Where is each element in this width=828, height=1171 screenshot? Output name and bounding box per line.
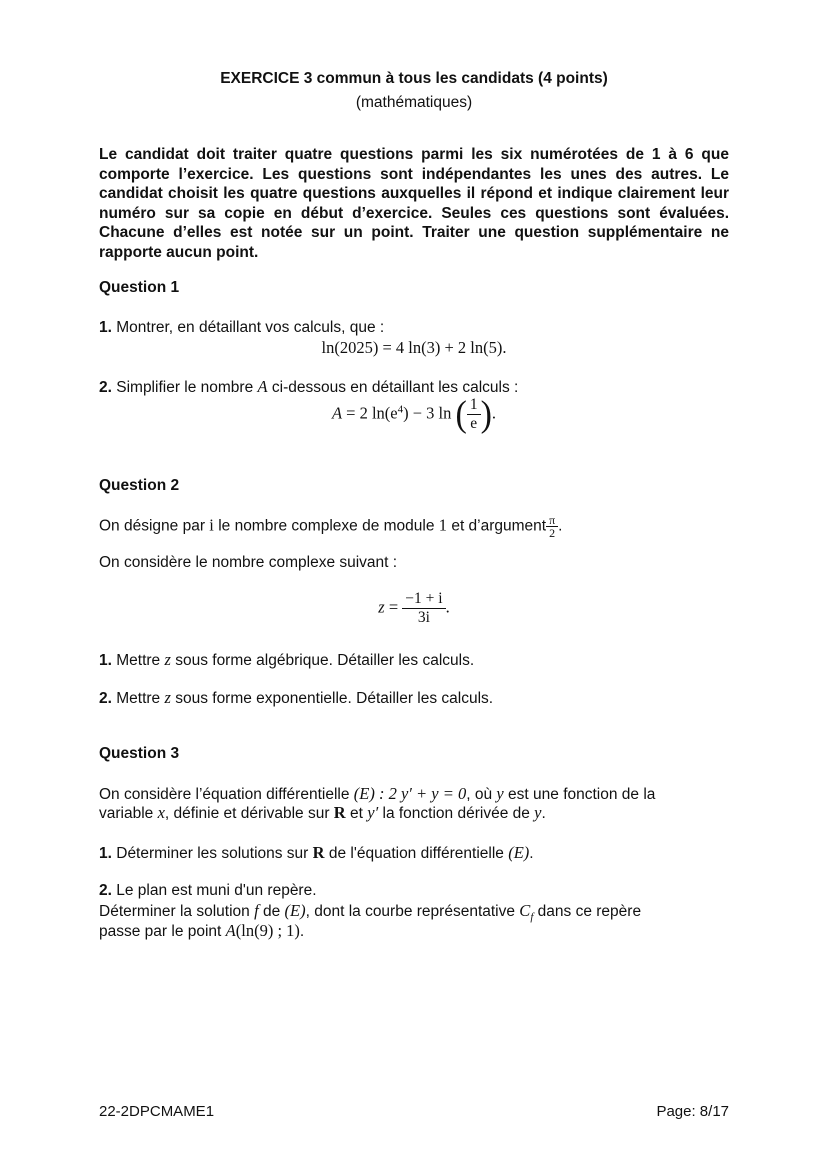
q3-l2-mid: , définie et dérivable sur bbox=[164, 805, 334, 822]
q3-p1-E: (E) bbox=[508, 843, 530, 862]
q2-p1-pre: Mettre bbox=[111, 652, 165, 669]
fraction-z bbox=[402, 590, 445, 627]
q3-line-1 bbox=[99, 784, 729, 805]
q2-l1-i: i bbox=[209, 515, 214, 535]
q2-part-2-number: 2. bbox=[99, 690, 112, 707]
question-2-heading: Question 2 bbox=[99, 477, 180, 494]
q3-p2-Csub: f bbox=[530, 911, 534, 924]
q3-equation: (E) : 2 y′ + y = 0 bbox=[353, 784, 467, 803]
q1-f2-exp: 4 bbox=[397, 403, 404, 416]
q2-line-1 bbox=[99, 514, 729, 552]
q3-part-2-number: 2. bbox=[99, 882, 112, 899]
q2-l1-pre: On désigne par bbox=[99, 517, 210, 535]
document-page bbox=[99, 0, 729, 1171]
q3-p1-pre: Déterminer les solutions sur bbox=[111, 845, 313, 862]
z-num: −1 + i bbox=[402, 590, 445, 609]
instructions-paragraph: Le candidat doit traiter quatre questions parmi les six numérotées de 1 à 6 que comporte l’exercice. Les questions sont indépendantes les unes des autres. Le candidat choisit les quatre questions auxquelles il répond et indique clairement leur numéro sur sa copie en début d’exercice. Seules ces questions sont évaluées. Chacune d’elles est notée sur un point. Traiter une question supplémentaire ne rapporte aucun point. bbox=[99, 146, 729, 261]
q2-p2-pre: Mettre bbox=[111, 690, 165, 707]
z-lhs: z bbox=[378, 597, 385, 617]
exercise-subtitle: (mathématiques) bbox=[355, 94, 473, 111]
frac-den: e bbox=[470, 415, 478, 432]
q3-p2-Acoord: (ln(9) ; 1) bbox=[235, 921, 300, 940]
q3-l2-pre: variable bbox=[99, 805, 158, 822]
z-end: . bbox=[445, 597, 450, 617]
q1-part-2-var: A bbox=[257, 377, 268, 396]
q3-l1-mid: , où bbox=[466, 786, 497, 803]
z-eq: = bbox=[384, 597, 403, 617]
q2-part-2 bbox=[99, 688, 729, 709]
q3-p1-end: . bbox=[529, 845, 534, 862]
q3-p2-E: (E) bbox=[284, 901, 306, 920]
q3-l2-end: . bbox=[541, 805, 546, 822]
q1-f2-lhs: A bbox=[331, 403, 343, 423]
q1-part-2-pre: Simplifier le nombre bbox=[111, 379, 258, 396]
q2-line-2: On considère le nombre complexe suivant : bbox=[99, 554, 398, 571]
q2-z-formula bbox=[99, 590, 729, 634]
pi-num: π bbox=[546, 514, 558, 527]
q1-f2-mid: = 2 ln(e bbox=[342, 403, 398, 423]
q1-part-1 bbox=[99, 318, 729, 338]
q3-p2-l2-mid2: , dont la courbe représentative bbox=[305, 903, 520, 920]
question-1-heading: Question 1 bbox=[99, 279, 180, 296]
q1-part-1-number: 1. bbox=[99, 319, 112, 336]
q2-p2-var: z bbox=[164, 688, 171, 707]
q1-part-2 bbox=[99, 377, 729, 398]
q3-l1-pre: On considère l’équation différentielle bbox=[99, 786, 354, 803]
q3-p2-l2-mid: de bbox=[258, 903, 285, 920]
q2-l1-end: . bbox=[558, 517, 563, 535]
q2-l1-post: et d’argument bbox=[447, 517, 547, 535]
q2-p1-var: z bbox=[164, 650, 171, 669]
q3-p2-C: C bbox=[519, 901, 531, 920]
q3-part-1 bbox=[99, 843, 729, 864]
left-paren: ( bbox=[455, 393, 467, 435]
q3-p2-f: f bbox=[254, 901, 259, 920]
q3-part-2 bbox=[99, 881, 729, 901]
q1-part-1-text: Montrer, en détaillant vos calculs, que : bbox=[111, 319, 385, 336]
q3-p2-l2-post: dans ce repère bbox=[533, 903, 642, 920]
pi-den: 2 bbox=[549, 526, 556, 540]
question-3-heading: Question 3 bbox=[99, 745, 180, 762]
q3-p2-text: Le plan est muni d'un repère. bbox=[111, 882, 317, 899]
q3-part-2-line-3 bbox=[99, 921, 729, 942]
frac-num: 1 bbox=[467, 396, 481, 415]
fraction-one-over-e bbox=[467, 396, 481, 433]
q1-formula-ln2025: ln(2025) = 4 ln(3) + 2 ln(5). bbox=[321, 338, 507, 357]
q2-p1-post: sous forme algébrique. Détailler les calculs. bbox=[170, 652, 475, 669]
q2-l1-mid: le nombre complexe de module bbox=[213, 517, 439, 535]
q3-p1-mid: de l'équation différentielle bbox=[324, 845, 509, 862]
q3-l1-post: est une fonction de la bbox=[503, 786, 656, 803]
q3-p2-l3-end: . bbox=[299, 923, 305, 940]
q3-l2-yprime: y′ bbox=[367, 803, 379, 822]
footer-document-code: 22-2DPCMAME1 bbox=[99, 1103, 215, 1120]
q1-part-2-post: ci-dessous en détaillant les calculs : bbox=[267, 379, 519, 396]
q1-f2-mid2: ) − 3 ln bbox=[403, 403, 456, 423]
q1-part-2-number: 2. bbox=[99, 379, 112, 396]
q2-part-1-number: 1. bbox=[99, 652, 112, 669]
z-den: 3i bbox=[417, 609, 430, 626]
q2-l1-one: 1 bbox=[438, 515, 448, 535]
fraction-pi-over-2 bbox=[546, 514, 558, 539]
q3-l2-mid3: la fonction dérivée de bbox=[378, 805, 535, 822]
q3-line-2 bbox=[99, 803, 729, 824]
q2-part-1 bbox=[99, 650, 729, 671]
q3-p2-A: A bbox=[225, 921, 236, 940]
q1-part-2-formula bbox=[99, 393, 729, 440]
q3-l2-mid2: et bbox=[345, 805, 368, 822]
q3-p2-l3-pre: passe par le point bbox=[99, 923, 226, 940]
q3-p2-l2-pre: Déterminer la solution bbox=[99, 903, 255, 920]
q2-p2-post: sous forme exponentielle. Détailler les calculs. bbox=[170, 690, 494, 707]
q3-l2-y: y bbox=[534, 803, 542, 822]
q3-l2-R: R bbox=[333, 803, 346, 822]
q3-l1-y: y bbox=[496, 784, 504, 803]
exercise-title: EXERCICE 3 commun à tous les candidats (4 points) bbox=[220, 70, 608, 87]
q3-l2-x: x bbox=[157, 803, 165, 822]
footer-page-number: Page: 8/17 bbox=[656, 1103, 729, 1120]
right-paren: ) bbox=[480, 393, 492, 435]
q1-part-1-formula bbox=[99, 338, 729, 359]
q3-p1-R: R bbox=[312, 843, 325, 862]
q3-part-1-number: 1. bbox=[99, 845, 112, 862]
q1-f2-end: . bbox=[491, 403, 497, 423]
